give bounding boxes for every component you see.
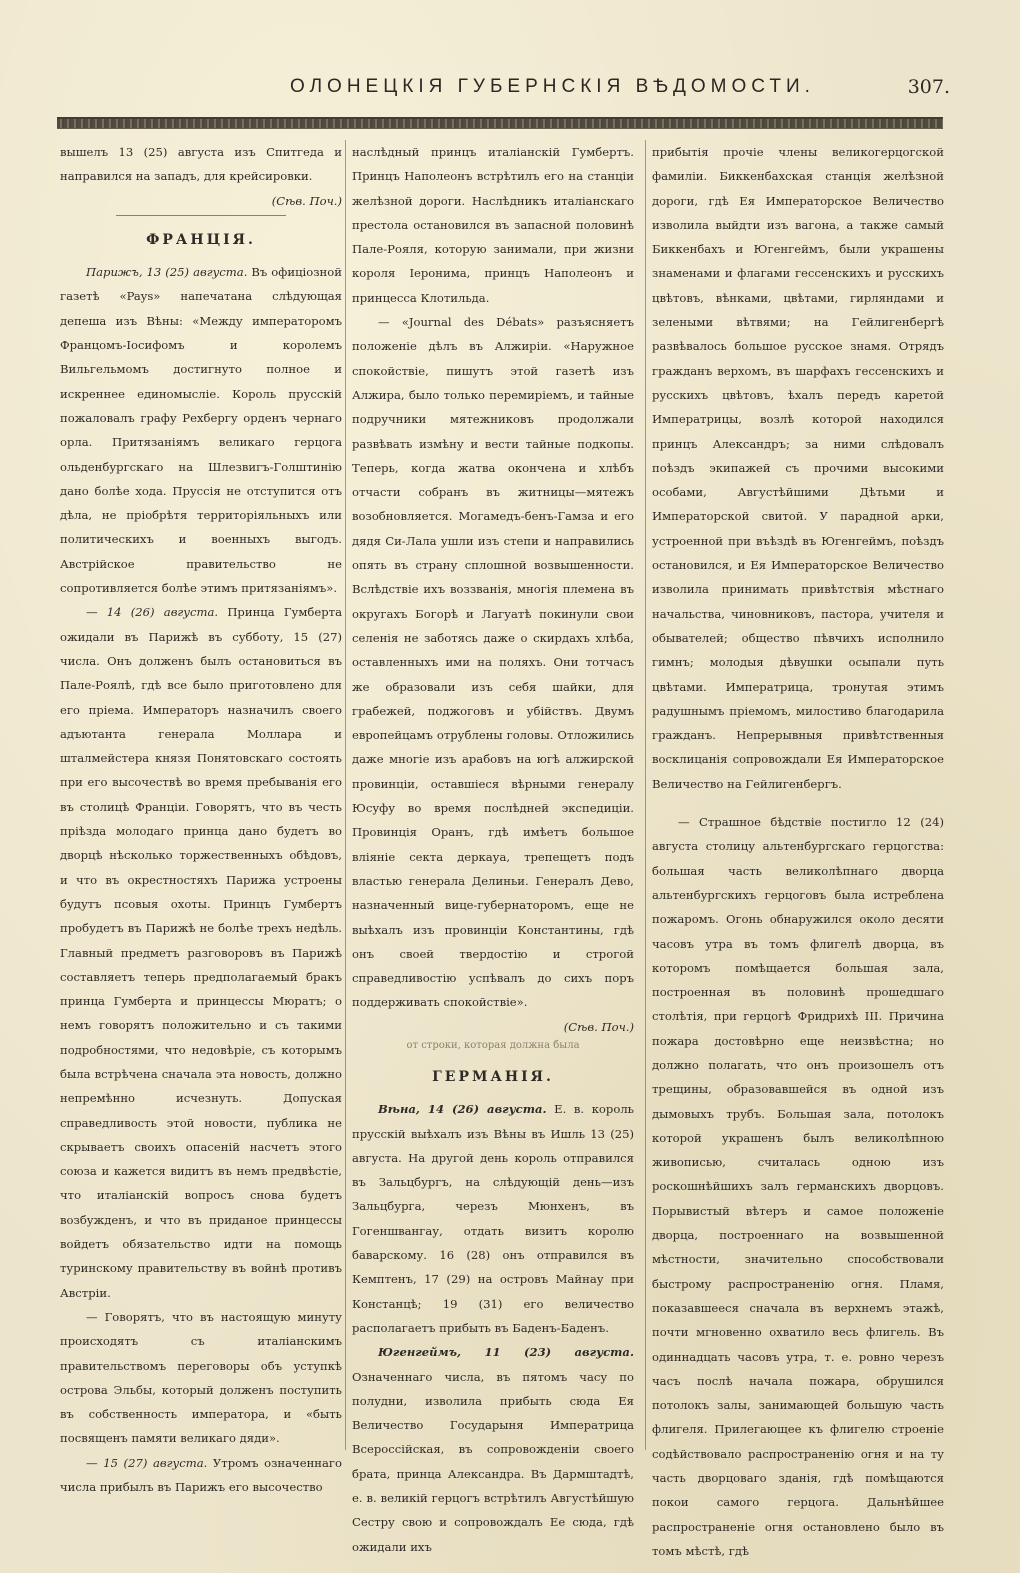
- paragraph-text: Принца Гумберта ожидали въ Парижѣ въ субботу, 15 (27) числа. Онъ долженъ былъ остановиться въ Пале-Роялѣ, гдѣ все было приготовлено для его пріема. Императоръ назначилъ своего адъютанта генерала Моллара и шталмейстера князя Понятовскаго состоять при его высочествѣ во время пребыванія его въ столицѣ Франціи. Говорятъ, что въ честь пріѣзда молодаго принца дано будетъ во дворцѣ нѣсколько торжественныхъ обѣдовъ, и что въ окрестностяхъ Парижа устроены будутъ псовыя охоты. Принцъ Гумбертъ пробудетъ въ Парижѣ не болѣе трехъ недѣль. Главный предметъ разговоровъ въ Парижѣ составляетъ теперь предполагаемый бракъ принца Гумберта и принцессы Мюратъ; о немъ говорятъ положительно и съ такими подробностями, что недовѣріе, съ которымъ была встрѣчена сначала эта новость, должно непремѣнно исчезнуть. Допуская справедливость этой новости, публика не скрываетъ своихъ опасеній насчетъ этого союза и кажется видитъ въ немъ предвѣстіе, что италіанскій вопросъ снова будетъ возбужденъ, и что въ приданое принцессы войдетъ обязательство идти на помощь туринскому правительству въ войнѣ противъ Австріи.: [60, 605, 342, 1300]
- article-jugenheim: [352, 1340, 634, 1559]
- article-paris-15: [60, 1451, 342, 1500]
- paragraph: вышелъ 13 (25) августа изъ Спитгеда и направился на западъ, для крейсировки.: [60, 145, 342, 184]
- dateline: Вѣна, 14 (26) августа.: [378, 1102, 547, 1117]
- section-heading-france: ФРАНЦІЯ.: [146, 231, 256, 248]
- masthead: [50, 70, 950, 110]
- paragraph: — «Journal des Débats» разъясняетъ положеніе дѣлъ въ Алжиріи. «Наружное спокойствіе, пишутъ этой газетѣ изъ Алжира, было только перемиріемъ, и тайные подручники мятежниковъ продолжали развѣвать измѣну и вести тайные подкопы. Теперь, когда жатва окончена и хлѣбъ отчасти собранъ въ житницы—мятежъ возобновляется. Могамедъ-бенъ-Гамза и его дядя Си-Лала ушли изъ степи и направились опять въ страну сплошной возвышенности. Вслѣдствіе ихъ воззванія, многія племена въ округахъ Богорѣ и Лагуатѣ покинули свои селенія не заботясь даже о скирдахъ хлѣба, оставленныхъ ими на поляхъ. Они тотчасъ же образовали изъ себя шайки, для грабежей, поджоговъ и убійствъ. Двумъ европейцамъ отрублены головы. Отложились даже многіе изъ арабовъ на югѣ алжирской провинціи, оставшіеся вѣрными генералу Юсуфу во время послѣдней экспедиціи. Провинція Оранъ, гдѣ имѣетъ большое вліяніе секта деркауа, трепещетъ подъ властью генерала Делиньи. Генералъ Дево, назначенный вице-губернаторомъ, еще не выѣхалъ изъ провинціи Константины, гдѣ онъ своей твердостію и строгой справедливостію успѣвалъ до сихъ поръ поддерживать спокойствіе».: [352, 315, 634, 1010]
- column-1: [60, 140, 342, 1499]
- bleed-through-text: от строки, которая должна была: [406, 1039, 580, 1051]
- article-vienna: [352, 1097, 634, 1340]
- paragraph-text: Въ офиціозной газетѣ «Pays» напечатана слѣдующая депеша изъ Вѣны: «Между императоромъ Францомъ-Іосифомъ и королемъ Вильгельмомъ достигнуто полное и искреннее единомысліе. Король прусскій пожаловалъ графу Рехбергу орденъ чернаго орла. Притязаніямъ великаго герцога ольденбургскаго на Шлезвигъ-Голштинію дано болѣе хода. Пруссія не отступится отъ дѣла, не пріобрѣтя территоріяльныхъ или политическихъ и военныхъ выгодъ. Австрійское правительство не сопротивляется болѣе этимъ притязаніямъ».: [60, 265, 342, 596]
- newspaper-title: ОЛОНЕЦКІЯ ГУБЕРНСКІЯ ВѢДОМОСТИ.: [290, 76, 815, 97]
- paragraph-text: Означеннаго числа, въ пятомъ часу по полудни, изволила прибыть сюда Ея Величество Государыня Императрица Всероссійская, въ сопровожденіи своего брата, принца Александра. Въ Дармштадтѣ, е. в. великій герцогъ встрѣтилъ Августѣйшую Сестру свою и сопровождалъ Ее сюда, гдѣ ожидали ихъ: [352, 1369, 634, 1554]
- page-number: 307.: [907, 76, 950, 98]
- column-divider: [645, 140, 646, 1450]
- masthead-rule: [57, 117, 943, 129]
- dateline: Парижъ, 13 (25) августа.: [86, 265, 248, 280]
- dateline: — 15 (27) августа.: [86, 1455, 208, 1470]
- source-attribution: (Сѣв. Поч.): [563, 1019, 634, 1034]
- column-2: [352, 140, 634, 1559]
- column-divider: [345, 140, 346, 1450]
- article-paris-14: [60, 600, 342, 1305]
- section-heading-germany: ГЕРМАНІЯ.: [432, 1068, 554, 1085]
- dateline: — 14 (26) августа.: [86, 605, 219, 620]
- paragraph-text: Е. в. король прусскій выѣхалъ изъ Вѣны въ Ишль 13 (25) августа. На другой день король отправился въ Зальцбургъ, на слѣдующій день—изъ Зальцбурга, черезъ Мюнхенъ, въ Гогеншвангау, отдать визитъ королю баварскому. 16 (28) онъ отправился въ Кемптенъ, 17 (29) на островъ Майнау при Констанцѣ; 19 (31) его величество располагаетъ прибыть въ Баденъ-Баденъ.: [352, 1102, 634, 1335]
- dateline: Югенгеймъ, 11 (23) августа.: [378, 1345, 634, 1360]
- paragraph: прибытія прочіе члены великогерцогской фамиліи. Биккенбахская станція желѣзной дороги, гдѣ Ея Императорское Величество изволила выйдти изъ вагона, а также самый Биккенбахъ и Югенгеймъ, были украшены знаменами и флагами гессенскихъ и русскихъ цвѣтовъ, вѣнками, цвѣтами, гирляндами и зелеными вѣтвями; на Гейлигенбергѣ развѣвалось большое русское знамя. Отрядъ гражданъ верхомъ, въ шарфахъ гессенскихъ и русскихъ цвѣтовъ, ѣхалъ передъ каретой Императрицы, возлѣ которой находился принцъ Александръ; за ними слѣдовалъ поѣздъ экипажей съ прочими высокими особами, Августѣйшими Дѣтьми и Императорской свитой. У парадной арки, устроенной при въѣздѣ въ Югенгеймъ, поѣздъ остановился, и Ея Императорское Величество изволила принимать привѣтствія мѣстнаго начальства, чиновниковъ, пастора, учителя и обывателей; общество пѣвчихъ исполнило гимнъ; молодыя дѣвушки осыпали путь цвѣтами. Императрица, тронутая этимъ радушнымъ пріемомъ, милостиво благодарила гражданъ. Непрерывныя привѣтственныя восклицанія сопровождали Ея Императорское Величество на Гейлигенбергъ.: [652, 145, 944, 791]
- source-attribution: (Сѣв. Поч.): [271, 193, 342, 208]
- paragraph: — Говорятъ, что въ настоящую минуту происходятъ съ италіанскимъ правительствомъ переговоры объ уступкѣ острова Эльбы, который долженъ поступить въ собственность императора, и «быть посвященъ памяти великаго дяди».: [60, 1309, 342, 1446]
- paragraph-text: Утромъ означеннаго числа прибылъ въ Парижъ его высочество: [60, 1455, 342, 1495]
- separator-rule: [116, 215, 285, 216]
- paragraph: наслѣдный принцъ италіанскій Гумбертъ. Принцъ Наполеонъ встрѣтилъ его на станціи желѣзной дороги. Наслѣдникъ италіанскаго престола остановился въ запасной половинѣ Пале-Рояля, которую занимали, при жизни короля Іеронима, принцъ Наполеонъ и принцесса Клотильда.: [352, 145, 634, 305]
- column-3: [652, 140, 944, 1563]
- paragraph: — Страшное бѣдствіе постигло 12 (24) августа столицу альтенбургскаго герцогства: большая часть великолѣпнаго дворца альтенбургскихъ герцоговъ была истреблена пожаромъ. Огонь обнаружился около десяти часовъ утра въ томъ флигелѣ дворца, въ которомъ помѣщается большая зала, построенная въ половинѣ прошедшаго столѣтія, при герцогѣ Фридрихѣ III. Причина пожара достовѣрно еще неизвѣстна; но должно полагать, что онъ произошелъ отъ трещины, образовавшейся въ одной изъ дымовыхъ трубъ. Большая зала, потолокъ которой украшенъ былъ великолѣпною живописью, считалась одною изъ роскошнѣйшихъ залъ германскихъ дворцовъ. Порывистый вѣтеръ и самое положеніе дворца, построеннаго на возвышенной мѣстности, значительно способствовали быстрому распространенію огня. Пламя, показавшееся сначала въ верхнемъ этажѣ, почти мгновенно охватило весь флигель. Въ одиннадцать часовъ утра, т. е. ровно черезъ часъ послѣ начала пожара, обрушился потолокъ залы, занимающей большую часть флигеля. Прилегающее къ флигелю строеніе содѣйствовало распространенію огня и на ту часть дворцоваго зданія, гдѣ помѣщаются покои самого герцога. Дальнѣйшее распространеніе огня остановлено было въ томъ мѣстѣ, гдѣ: [652, 815, 944, 1558]
- article-paris: [60, 260, 342, 600]
